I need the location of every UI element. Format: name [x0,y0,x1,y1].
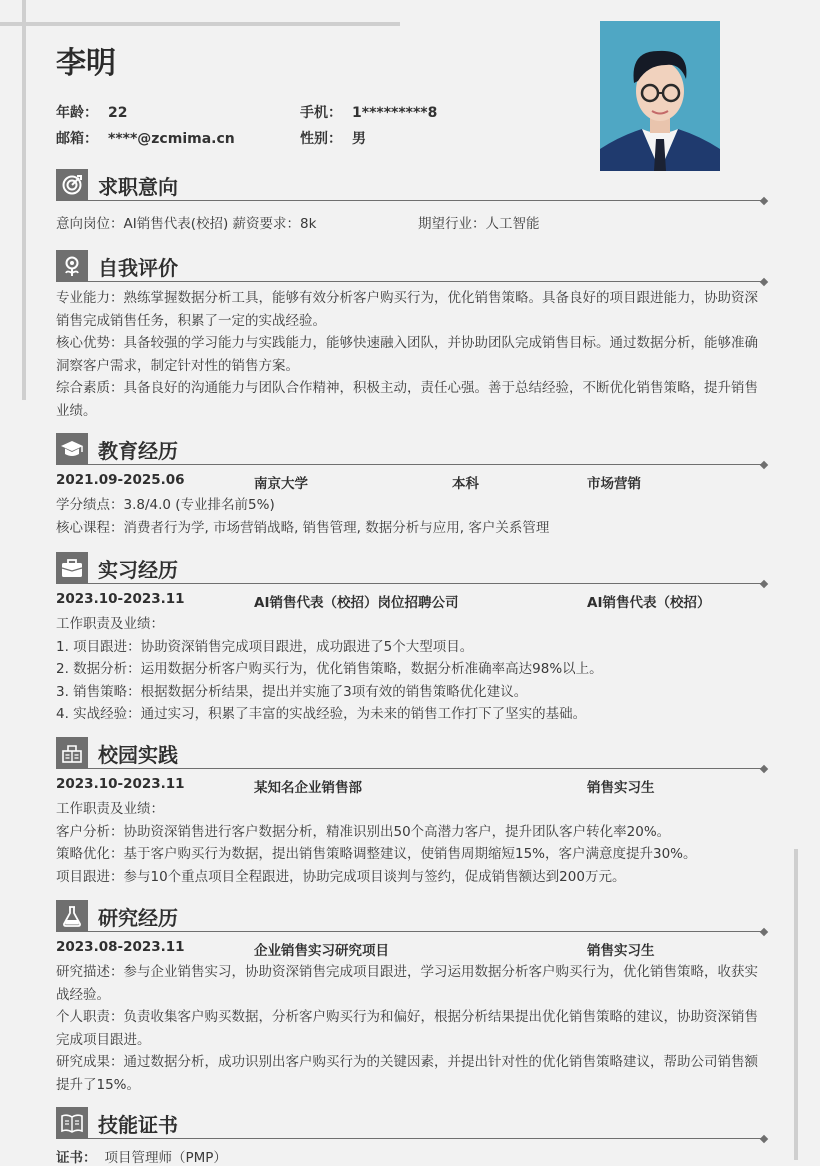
education-details [56,494,766,539]
research-paragraph: 研究描述：参与企业销售实习，协助资深销售完成项目跟进，学习运用数据分析客户购买行为，优化销售策略，收获实战经验。 [56,964,758,1003]
intent-position [56,212,316,232]
section-divider [88,768,764,769]
section-title: 实习经历 [98,558,178,582]
research-paragraph: 个人职责：负责收集客户购买数据，分析客户购买行为和偏好，根据分析结果提出优化销售策略的建议，协助资深销售完成项目跟进。 [56,1009,758,1048]
self-evaluation-paragraph: 专业能力：熟练掌握数据分析工具，能够有效分析客户购买行为，优化销售策略。具备良好的项目跟进能力，协助资深销售完成销售任务，积累了一定的实战经验。 [56,290,758,329]
age-field [56,102,127,122]
profile-photo [600,21,720,171]
section-title: 教育经历 [98,439,178,463]
phone-label: 手机： [300,105,342,121]
certificate-field [56,1146,227,1166]
section-header-research [56,900,764,932]
section-header-self-evaluation [56,250,764,282]
campus-line: 工作职责及业绩： [56,801,164,817]
certificate-label: 证书： [56,1150,97,1166]
self-evaluation-paragraph: 综合素质：具备良好的沟通能力与团队合作精神，积极主动，责任心强。善于总结经验，不断优化销售策略，提升销售业绩。 [56,380,758,419]
diamond-icon [760,278,768,286]
research-details [56,961,766,1096]
section-title: 校园实践 [98,743,178,767]
intent-position-text: 意向岗位：AI销售代表(校招) [56,216,229,232]
diamond-icon [760,580,768,588]
building-icon [56,737,88,769]
section-divider [88,931,764,932]
section-divider [88,200,764,201]
diamond-icon [760,1135,768,1143]
flower-icon [56,250,88,282]
campus-line: 项目跟进：参与10个重点项目全程跟进，协助完成项目谈判与签约，促成销售额达到200万元。 [56,868,626,885]
section-title: 自我评价 [98,256,178,280]
diamond-icon [760,461,768,469]
decorative-top-bar [0,22,400,26]
campus-org: 某知名企业销售部 [254,780,362,796]
self-evaluation-paragraph: 核心优势：具备较强的学习能力与实践能力，能够快速融入团队，并协助团队完成销售目标。通过数据分析，能够准确洞察客户需求，制定针对性的销售方案。 [56,335,758,374]
certificate-value: 项目管理师（PMP） [104,1150,227,1166]
decorative-left-bar [22,0,26,400]
book-icon [56,1107,88,1139]
gender-label: 性别： [300,131,342,147]
research-summary-row [56,939,766,961]
section-header-campus-practice [56,737,764,769]
intent-salary: 薪资要求：8k [232,216,317,232]
briefcase-icon [56,552,88,584]
education-courses: 核心课程：消费者行为学, 市场营销战略, 销售管理, 数据分析与应用, 客户关系管理 [56,519,550,536]
gender-field [300,128,366,148]
email-label: 邮箱： [56,131,98,147]
education-summary-row [56,472,766,494]
self-evaluation-body [56,287,766,422]
diamond-icon [760,765,768,773]
internship-line: 4. 实战经验：通过实习，积累了丰富的实战经验，为未来的销售工作打下了坚实的基础。 [56,706,587,722]
internship-date: 2023.10-2023.11 [56,591,185,607]
section-title: 研究经历 [98,906,178,930]
campus-date: 2023.10-2023.11 [56,776,185,792]
section-divider [88,464,764,465]
internship-line: 2. 数据分析：运用数据分析客户购买行为，优化销售策略，数据分析准确率高达98%以上。 [56,661,603,677]
campus-line: 客户分析：协助资深销售进行客户数据分析，精准识别出50个高潜力客户，提升团队客户转化率20%。 [56,823,671,840]
campus-summary-row [56,776,766,798]
campus-details [56,798,766,888]
campus-line: 策略优化：基于客户购买行为数据，提出销售策略调整建议，使销售周期缩短15%，客户满意度提升30%。 [56,846,697,862]
flask-icon [56,900,88,932]
internship-summary-row [56,591,766,613]
education-major: 市场营销 [587,476,641,492]
internship-company: AI销售代表（校招）岗位招聘公司 [254,595,459,611]
email-field [56,128,235,148]
campus-role: 销售实习生 [587,780,655,796]
phone-field [300,102,437,122]
section-header-internship [56,552,764,584]
section-title: 技能证书 [98,1113,178,1137]
age-label: 年龄： [56,105,98,121]
research-role: 销售实习生 [587,943,655,959]
internship-line: 工作职责及业绩： [56,616,164,632]
research-date: 2023.08-2023.11 [56,939,185,955]
section-divider [88,583,764,584]
intent-industry: 期望行业：人工智能 [418,216,540,232]
internship-line: 1. 项目跟进：协助资深销售完成项目跟进，成功跟进了5个大型项目。 [56,638,474,655]
section-divider [88,1138,764,1139]
education-degree: 本科 [452,476,479,492]
education-date: 2021.09-2025.06 [56,472,185,488]
candidate-name: 李明 [56,46,116,81]
research-project: 企业销售实习研究项目 [254,943,389,959]
internship-details [56,613,766,726]
gender-value: 男 [352,131,366,147]
diamond-icon [760,197,768,205]
internship-line: 3. 销售策略：根据数据分析结果，提出并实施了3项有效的销售策略优化建议。 [56,683,528,700]
section-header-skills [56,1107,764,1139]
section-header-job-intent [56,169,764,201]
education-gpa: 学分绩点：3.8/4.0 (专业排名前5%) [56,497,275,513]
section-divider [88,281,764,282]
phone-value: 1*********8 [352,105,438,121]
decorative-right-bar [794,849,798,1160]
email-value: ****@zcmima.cn [108,131,235,147]
education-school: 南京大学 [254,476,308,492]
target-icon [56,169,88,201]
diamond-icon [760,928,768,936]
research-paragraph: 研究成果：通过数据分析，成功识别出客户购买行为的关键因素，并提出针对性的优化销售策略建议，帮助公司销售额提升了15%。 [56,1054,758,1093]
internship-role: AI销售代表（校招） [587,595,711,611]
age-value: 22 [108,105,128,121]
graduation-cap-icon [56,433,88,465]
section-header-education [56,433,764,465]
section-title: 求职意向 [98,175,178,199]
